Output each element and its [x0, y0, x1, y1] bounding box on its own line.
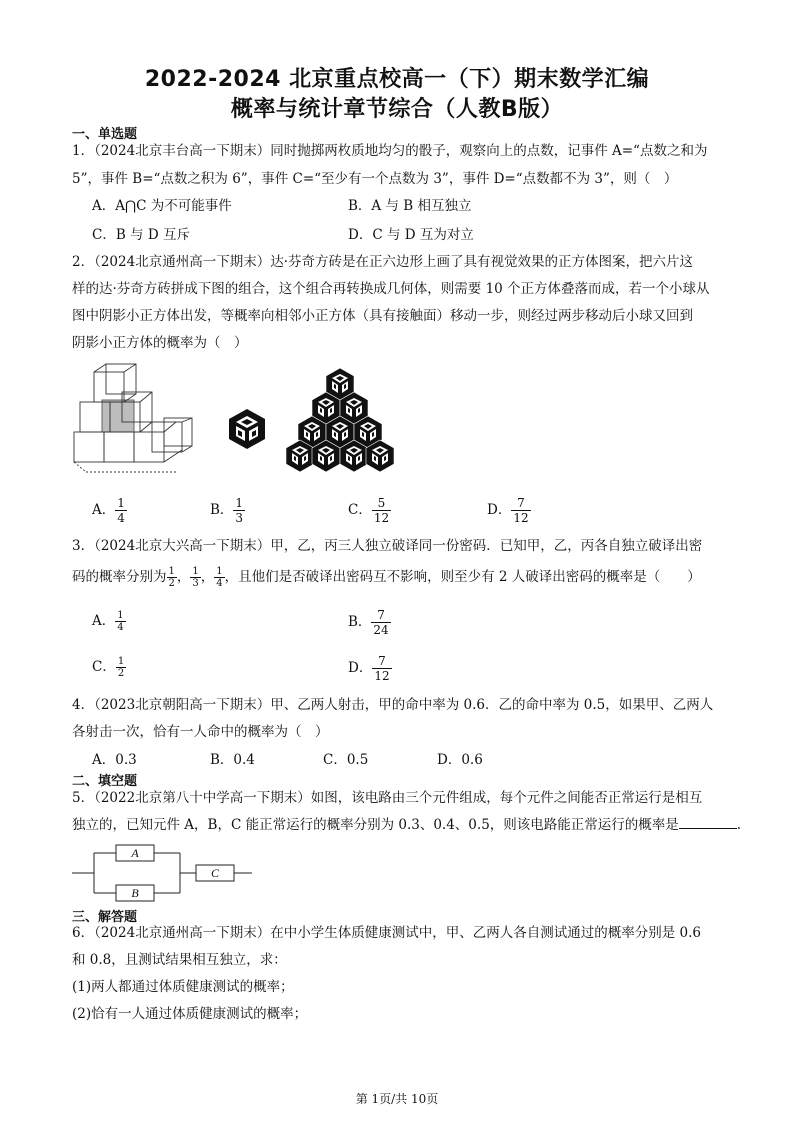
- answer-blank: [679, 816, 737, 829]
- q1-option-d: D．C 与 D 互为对立: [348, 227, 474, 243]
- section-heading-fill-blank: 二、填空题: [72, 774, 138, 789]
- q3-prob-jia-denominator: 2: [168, 578, 175, 589]
- q1-option-a: A．A⋂C 为不可能事件: [92, 198, 232, 214]
- q1-option-b: B．A 与 B 相互独立: [348, 198, 472, 214]
- q2-option-a: [92, 496, 127, 525]
- q2-option-a-fraction: [115, 496, 127, 525]
- q3-option-d-denominator: 12: [374, 669, 390, 683]
- q3-option-c-fraction: [116, 656, 126, 679]
- q3-option-d: [348, 654, 392, 683]
- q2-option-b-label: B．: [210, 502, 234, 518]
- q2-option-a-denominator: 4: [117, 511, 125, 525]
- q3-option-a: [92, 610, 126, 633]
- q1-line-1: 1．（2024北京丰台高一下期末）同时抛掷两枚质地均匀的骰子，观察向上的点数，记事件 A=“点数之和为: [72, 143, 708, 159]
- q3-option-d-label: D．: [348, 660, 373, 676]
- q3-option-b-denominator: 24: [373, 623, 389, 637]
- q4-option-d: D．0.6: [437, 752, 483, 768]
- q3-option-b-label: B．: [348, 614, 372, 630]
- circuit-label-b: B: [131, 886, 139, 900]
- q2-option-c-numerator: 5: [377, 496, 386, 510]
- q2-option-b-denominator: 3: [235, 511, 244, 525]
- page-subtitle: 概率与统计章节综合（人教B版）: [230, 97, 564, 122]
- q2-option-c-denominator: 12: [373, 511, 390, 525]
- q3-prob-bing-denominator: 4: [216, 578, 223, 589]
- q3-prob-yi-denominator: 3: [192, 578, 199, 589]
- q1-line-2: 5”，事件 B=“点数之积为 6”，事件 C=“至少有一个点数为 3”，事件 D=“点数都不为 3”，则（ ）: [72, 171, 678, 187]
- q4-option-a: A．0.3: [92, 752, 137, 768]
- q5-line-2-text: 独立的，已知元件 A，B，C 能正常运行的概率分别为 0.3、0.4、0.5，则该电路能正常运行的概率是: [72, 817, 679, 833]
- circuit-diagram: [72, 840, 252, 906]
- q3-prob-jia: [167, 566, 177, 589]
- q3-option-c-numerator: 1: [117, 656, 125, 667]
- page-number: 第 1页/共 10页: [355, 1092, 439, 1106]
- q3-option-b-numerator: 7: [377, 608, 385, 622]
- section-heading-solution: 三、解答题: [72, 910, 138, 925]
- q3-prob-bing-numerator: 1: [216, 566, 223, 577]
- q3-prob-yi: [190, 566, 200, 589]
- q3-prob-jia-numerator: 1: [168, 566, 175, 577]
- q3-option-a-fraction: [115, 610, 125, 633]
- q6-line-1: 6．（2024北京通州高一下期末）在中小学生体质健康测试中，甲、乙两人各自测试通过的概率分别是 0.6: [72, 925, 701, 941]
- q3-option-c: [92, 656, 126, 679]
- q3-option-b: [348, 608, 391, 637]
- q5-line-2-end: .: [736, 817, 742, 833]
- q2-option-b: [210, 496, 245, 525]
- q2-option-d: [487, 496, 531, 525]
- q5-line-1: 5．（2022北京第八十中学高一下期末）如图，该电路由三个元件组成，每个元件之间能否正常运行是相互: [72, 790, 703, 806]
- q2-option-d-fraction: [511, 496, 530, 525]
- q4-option-c: C．0.5: [323, 752, 369, 768]
- circuit-label-c: C: [210, 866, 220, 880]
- q1-option-c: C．B 与 D 互斥: [92, 227, 190, 243]
- q2-option-c: [348, 496, 391, 525]
- q2-option-a-numerator: 1: [117, 496, 125, 510]
- q3-line-2-suffix: ，且他们是否破译出密码互不影响，则至少有 2 人破译出密码的概率是（ ）: [224, 569, 701, 585]
- q3-option-d-numerator: 7: [378, 654, 386, 668]
- page-title: 2022-2024 北京重点校高一（下）期末数学汇编: [144, 67, 650, 92]
- q3-line-2-prefix: 码的概率分别为: [72, 569, 167, 585]
- q2-line-3: 图中阴影小正方体出发，等概率向相邻小正方体（具有接触面）移动一步，则经过两步移动后小球又回到: [72, 308, 693, 324]
- q3-option-a-denominator: 4: [117, 622, 124, 633]
- davinci-tile-single: [228, 408, 266, 450]
- q4-line-1: 4．（2023北京朝阳高一下期末）甲、乙两人射击，甲的命中率为 0.6．乙的命中率为 0.5，如果甲、乙两人: [72, 697, 714, 713]
- q2-line-1: 2．（2024北京通州高一下期末）达·芬奇方砖是在正六边形上画了具有视觉效果的正方体图案，把六片这: [72, 254, 693, 270]
- q2-option-d-denominator: 12: [513, 511, 529, 525]
- q4-option-b: B．0.4: [210, 752, 255, 768]
- q2-line-2: 样的达·芬奇方砖拼成下图的组合，这个组合再转换成几何体，则需要 10 个正方体叠落而成，若一个小球从: [72, 281, 710, 297]
- q2-option-d-numerator: 7: [517, 496, 525, 510]
- q2-option-c-label: C．: [348, 502, 372, 518]
- q3-separator-2: ，: [200, 569, 215, 585]
- q3-option-c-label: C．: [92, 659, 116, 675]
- q3-prob-yi-numerator: 1: [192, 566, 199, 577]
- circuit-label-a: A: [131, 846, 139, 860]
- davinci-tile-pyramid: [286, 368, 394, 480]
- q3-option-d-fraction: [372, 654, 391, 683]
- q3-line-2: [72, 566, 701, 589]
- q4-line-2: 各射击一次，恰有一人命中的概率为（ ）: [72, 724, 329, 740]
- q2-option-a-label: A．: [92, 502, 116, 518]
- q2-option-b-fraction: [233, 496, 245, 525]
- q6-part-1: (1)两人都通过体质健康测试的概率；: [72, 979, 294, 995]
- q5-line-2: [72, 816, 741, 834]
- q3-option-b-fraction: [371, 608, 390, 637]
- q3-prob-bing: [214, 566, 224, 589]
- q6-line-2: 和 0.8，且测试结果相互独立，求：: [72, 952, 287, 968]
- q2-option-d-label: D．: [487, 502, 512, 518]
- q6-part-2: (2)恰有一人通过体质健康测试的概率；: [72, 1006, 308, 1022]
- q3-option-a-numerator: 1: [117, 610, 124, 621]
- cube-stack-wireframe-figure: [72, 362, 197, 480]
- q3-line-1: 3．（2024北京大兴高一下期末）甲，乙，丙三人独立破译同一份密码．已知甲，乙，丙各自独立破译出密: [72, 538, 703, 554]
- q2-option-c-fraction: [372, 496, 391, 525]
- section-heading-single-choice: 一、单选题: [72, 127, 138, 142]
- q3-separator-1: ，: [176, 569, 191, 585]
- q2-option-b-numerator: 1: [235, 496, 244, 510]
- q3-option-a-label: A．: [92, 613, 116, 629]
- q3-option-c-denominator: 2: [117, 668, 125, 679]
- q2-line-4: 阴影小正方体的概率为（ ）: [72, 335, 248, 351]
